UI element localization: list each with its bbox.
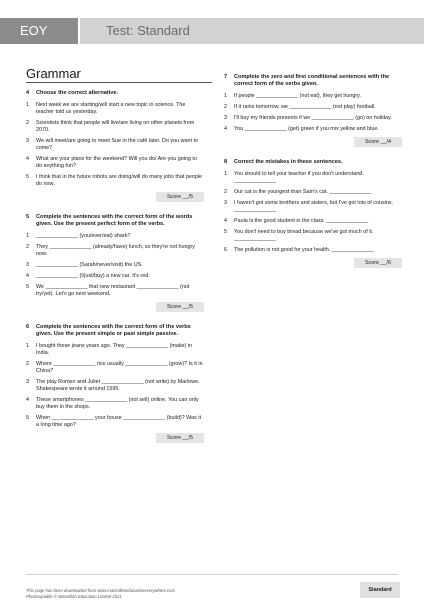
item-text: ______________ (I/just/buy) a new car. It's red. [36, 273, 150, 279]
item-number: 6 [224, 247, 227, 253]
item-text: Scientists think that people will live/are living on other planets from 2070. [36, 120, 195, 133]
exercise-instruction: Correct the mistakes in these sentences. [234, 159, 343, 165]
exercise-heading [26, 324, 204, 338]
item-text: When ______________ your house ______________ (build)? Was it a long time ago? [36, 415, 201, 428]
item-text: I bought these jeans years ago. They ______________ (make) in India. [36, 343, 193, 356]
footer-copyright-line: Photocopiable © Macmillan Education Limited 2021 [26, 594, 122, 599]
item-text: The play Romeo and Juliet ______________ (not write) by Marlowe. Shakespeare wrote it around 1595. [36, 379, 200, 392]
item-number: 3 [224, 200, 227, 206]
item-text: The pollution is not good for your health. ______________ [234, 247, 374, 253]
item-number: 4 [26, 397, 29, 403]
score-row [26, 192, 204, 202]
item-number: 1 [26, 102, 29, 108]
header-level-label: EOY [0, 18, 78, 44]
item-text: Next week we are starting/will start a new topic in science. The teacher told us yesterday. [36, 102, 186, 115]
item-text: We ______________ that new restaurant ______________ (not try/yet). Let's go next weekend. [36, 284, 190, 297]
item-text: I'll buy my friends presents if we ______________ (go) on holiday. [234, 115, 392, 121]
item-text: What are your plans for the weekend? Will you do/ Are you going to do anything fun? [36, 156, 197, 169]
exercise-item [26, 233, 204, 240]
exercise-instruction: Complete the zero and first conditional sentences with the correct form of the verbs given. [234, 74, 390, 87]
item-text: You ______________ (get) green if you mix yellow and blue. [234, 126, 379, 132]
footer-divider [26, 574, 398, 575]
exercise-item [26, 415, 204, 429]
section-divider [26, 82, 212, 83]
item-number: 2 [224, 104, 227, 110]
item-number: 5 [26, 174, 29, 180]
exercise-instruction: Choose the correct alternative. [36, 90, 119, 96]
exercise-item [224, 247, 402, 254]
exercise-5 [26, 214, 204, 312]
exercise-item [26, 397, 204, 411]
score-row [26, 433, 204, 443]
exercise-heading [26, 90, 204, 97]
exercise-number: 6 [26, 324, 30, 330]
item-number: 2 [26, 361, 29, 367]
item-text: If it rains tomorrow, we ______________ (not play) football. [234, 104, 376, 110]
item-number: 4 [26, 156, 29, 162]
item-number: 3 [26, 262, 29, 268]
exercise-item [26, 174, 204, 188]
item-text: ______________ (Sarah/never/visit) the US. [36, 262, 143, 268]
score-box: Score __/5 [156, 433, 204, 443]
exercise-number: 7 [224, 74, 228, 80]
item-number: 3 [224, 115, 227, 121]
exercise-item [26, 284, 204, 298]
item-number: 2 [26, 120, 29, 126]
score-box: Score __/5 [156, 302, 204, 312]
score-row [224, 137, 402, 147]
exercise-instruction: Complete the sentences with the correct form of the words given. Use the present perfect form of the verbs. [36, 214, 193, 227]
item-text: These smartphones ______________ (not sell) online. You can only buy them in the shops. [36, 397, 199, 410]
page-header [0, 0, 424, 44]
footer-level-badge: Standard [360, 582, 400, 598]
item-text: They ______________ (already/have) lunch, so they're not hungry now. [36, 244, 195, 257]
footer-download-line: This page has been downloaded from www.macmillaneducationeverywhere.com [26, 588, 175, 593]
item-number: 4 [26, 273, 29, 279]
exercise-7 [224, 74, 402, 147]
item-text: If people ______________ (not eat), they get hungry. [234, 93, 361, 99]
exercise-item [224, 126, 402, 133]
item-number: 1 [26, 343, 29, 349]
exercise-heading [224, 159, 402, 166]
exercise-instruction: Complete the sentences with the correct form of the verbs given. Use the present simple or past simple passive. [36, 324, 191, 337]
exercise-item [26, 138, 204, 152]
item-number: 2 [224, 189, 227, 195]
exercise-heading [224, 74, 402, 88]
exercise-item [26, 273, 204, 280]
exercise-item [26, 343, 204, 357]
exercise-heading [26, 214, 204, 228]
item-number: 5 [26, 284, 29, 290]
exercise-item [26, 379, 204, 393]
exercise-item [224, 229, 402, 243]
exercise-item [224, 200, 402, 214]
item-text: Paula is the good student in the class. ______________ [234, 218, 369, 224]
score-box: Score __/5 [156, 192, 204, 202]
item-text: Where ______________ rice usually ______________ (grow)? Is it in China? [36, 361, 203, 374]
exercise-item [224, 104, 402, 111]
exercise-item [224, 93, 402, 100]
exercise-item [26, 102, 204, 116]
item-text: We will meet/are going to meet Sue in the café later. Do you want to come? [36, 138, 199, 151]
exercise-number: 5 [26, 214, 30, 220]
score-box: Score __/4 [354, 137, 402, 147]
page-footer [0, 574, 424, 606]
item-number: 3 [26, 138, 29, 144]
item-number: 2 [26, 244, 29, 250]
exercise-4 [26, 90, 204, 202]
exercise-item [26, 120, 204, 134]
item-text: Our cat is the youngest than Sam's cat. ______________ [234, 189, 372, 195]
score-box: Score __/6 [354, 258, 402, 268]
exercise-item [224, 218, 402, 225]
item-text: ______________ (you/ever/eat) shark? [36, 233, 131, 239]
item-number: 1 [224, 171, 227, 177]
exercise-item [26, 156, 204, 170]
exercise-item [26, 361, 204, 375]
score-row [26, 302, 204, 312]
item-number: 3 [26, 379, 29, 385]
item-number: 4 [224, 218, 227, 224]
item-number: 5 [224, 229, 227, 235]
exercise-item [224, 115, 402, 122]
exercise-number: 4 [26, 90, 30, 96]
item-text: I think that in the future robots are doing/will do many jobs that people do now. [36, 174, 203, 187]
header-test-title: Test: Standard [80, 18, 424, 44]
footer-note [26, 588, 175, 600]
left-column [26, 90, 204, 455]
exercise-item [26, 262, 204, 269]
item-text: I haven't got some brothers and sisters, but I've got lots of cousins. ______________ [234, 200, 394, 213]
item-text: You should to tell your teacher if you don't understand. ______________ [234, 171, 364, 184]
right-column [224, 74, 402, 280]
exercise-item [224, 189, 402, 196]
item-number: 1 [224, 93, 227, 99]
item-number: 4 [224, 126, 227, 132]
section-title: Grammar [26, 66, 81, 81]
item-number: 1 [26, 233, 29, 239]
exercise-6 [26, 324, 204, 443]
item-number: 5 [26, 415, 29, 421]
exercise-item [224, 171, 402, 185]
exercise-item [26, 244, 204, 258]
exercise-number: 8 [224, 159, 228, 165]
item-text: You don't need to buy bread because we've got much of it. ______________ [234, 229, 374, 242]
score-row [224, 258, 402, 268]
exercise-8 [224, 159, 402, 268]
